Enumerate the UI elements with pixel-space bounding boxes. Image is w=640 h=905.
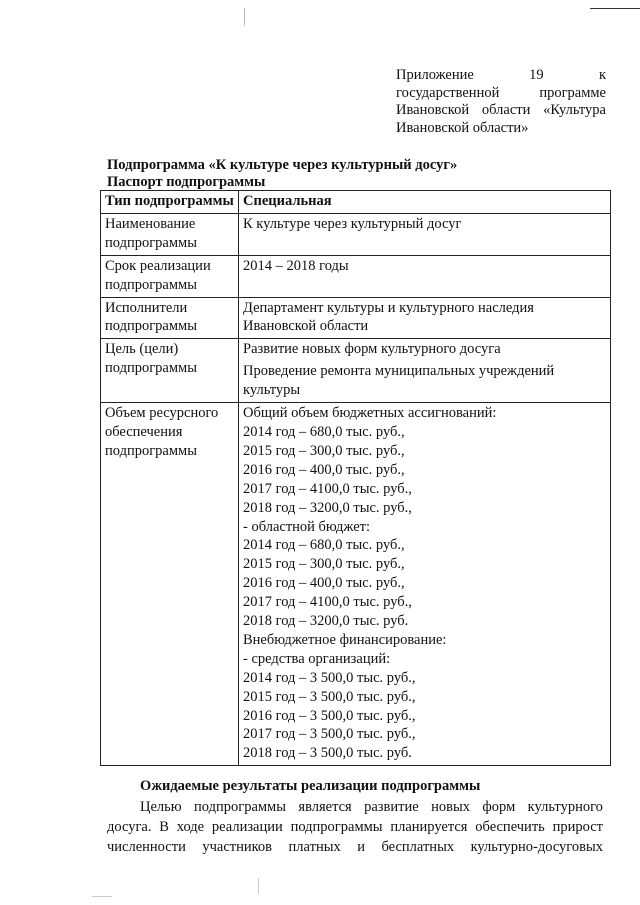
word: подпрограммы (290, 819, 383, 835)
table-row (101, 403, 611, 766)
word: реализации (211, 819, 283, 835)
table-row (101, 297, 611, 339)
row-value: 2014 – 2018 годы (239, 255, 611, 297)
funding-line: Общий объем бюджетных ассигнований: (243, 405, 497, 422)
appendix-text: государственной (396, 84, 500, 101)
results-paragraph (107, 797, 603, 857)
appendix-text: Ивановской области» (396, 119, 529, 136)
word: обеспечить (475, 819, 545, 835)
word: и (357, 839, 365, 855)
row-value-list (239, 339, 611, 403)
appendix-text: «Культура (543, 102, 606, 118)
page-title: Подпрограмма «К культуре через культурный досуг» (107, 157, 458, 173)
funding-line: 2015 год – 300,0 тыс. руб., (243, 442, 405, 459)
row-label: Объем ресурсного обеспечения подпрограммы (101, 403, 239, 766)
funding-line: - областной бюджет: (243, 518, 371, 535)
row-label: Исполнители подпрограммы (101, 297, 239, 339)
funding-line: 2017 год – 3 500,0 тыс. руб., (243, 726, 416, 743)
appendix-note (396, 67, 606, 137)
word: планируется (390, 819, 468, 835)
top-rule (590, 8, 640, 9)
funding-line: 2016 год – 3 500,0 тыс. руб., (243, 707, 416, 724)
goal-item: Развитие новых форм культурного досуга (243, 341, 501, 358)
passport-table (100, 190, 611, 766)
goal-item: Проведение ремонта муниципальных учреждений культуры (243, 363, 555, 399)
word: платных (288, 839, 341, 855)
word: ходе (176, 819, 205, 835)
word: участников (202, 839, 273, 855)
funding-line: 2015 год – 300,0 тыс. руб., (243, 556, 405, 573)
funding-line: 2015 год – 3 500,0 тыс. руб., (243, 688, 416, 705)
funding-line: Внебюджетное финансирование: (243, 631, 447, 648)
funding-line: 2014 год – 3 500,0 тыс. руб., (243, 669, 416, 686)
word: подпрограммы (194, 799, 286, 815)
word: форм (482, 799, 516, 815)
appendix-text: Ивановской (396, 102, 470, 118)
appendix-number: 19 (529, 67, 544, 83)
table-row (101, 339, 611, 403)
funding-line: 2014 год – 680,0 тыс. руб., (243, 423, 405, 440)
funding-line: - средства организаций: (243, 650, 391, 667)
appendix-text: области (481, 102, 531, 118)
scan-mark (92, 896, 112, 897)
paragraph-line (107, 817, 603, 837)
table-row (101, 213, 611, 255)
row-value: Департамент культуры и культурного наследия Ивановской области (239, 297, 611, 339)
appendix-preposition: к (598, 67, 606, 83)
table-row (101, 255, 611, 297)
row-value: К культуре через культурный досуг (239, 213, 611, 255)
word: культурно-досуговых (470, 839, 603, 855)
word: численности (107, 839, 186, 855)
word: культурного (527, 799, 603, 815)
section-heading: Ожидаемые результаты реализации подпрограммы (140, 778, 481, 794)
funding-line: 2014 год – 680,0 тыс. руб., (243, 537, 405, 554)
row-label: Тип подпрограммы (101, 191, 239, 214)
funding-line: 2018 год – 3200,0 тыс. руб., (243, 499, 412, 516)
table-row (101, 191, 611, 214)
appendix-text: программе (539, 84, 606, 101)
word: досуга. (107, 819, 152, 835)
paragraph-line (107, 837, 603, 857)
funding-line: 2016 год – 400,0 тыс. руб., (243, 575, 405, 592)
appendix-word: Приложение (396, 67, 474, 83)
scan-mark (258, 878, 259, 894)
funding-line: 2017 год – 4100,0 тыс. руб., (243, 594, 412, 611)
row-label: Цель (цели) подпрограммы (101, 339, 239, 403)
funding-list (239, 403, 611, 766)
word: является (298, 799, 352, 815)
paragraph-line (107, 797, 603, 817)
funding-line: 2017 год – 4100,0 тыс. руб., (243, 480, 412, 497)
page-subtitle: Паспорт подпрограммы (107, 174, 266, 190)
row-label: Наименование подпрограммы (101, 213, 239, 255)
funding-line: 2018 год – 3 500,0 тыс. руб. (243, 745, 412, 762)
word: прирост (552, 819, 603, 835)
word: Целью (140, 799, 182, 815)
funding-line: 2018 год – 3200,0 тыс. руб. (243, 613, 409, 630)
funding-line: 2016 год – 400,0 тыс. руб., (243, 461, 405, 478)
word: В (159, 819, 169, 835)
row-value: Специальная (239, 191, 611, 214)
word: новых (431, 799, 470, 815)
row-label: Срок реализации подпрограммы (101, 255, 239, 297)
word: бесплатных (381, 839, 455, 855)
word: развитие (364, 799, 419, 815)
scan-mark (244, 8, 245, 26)
